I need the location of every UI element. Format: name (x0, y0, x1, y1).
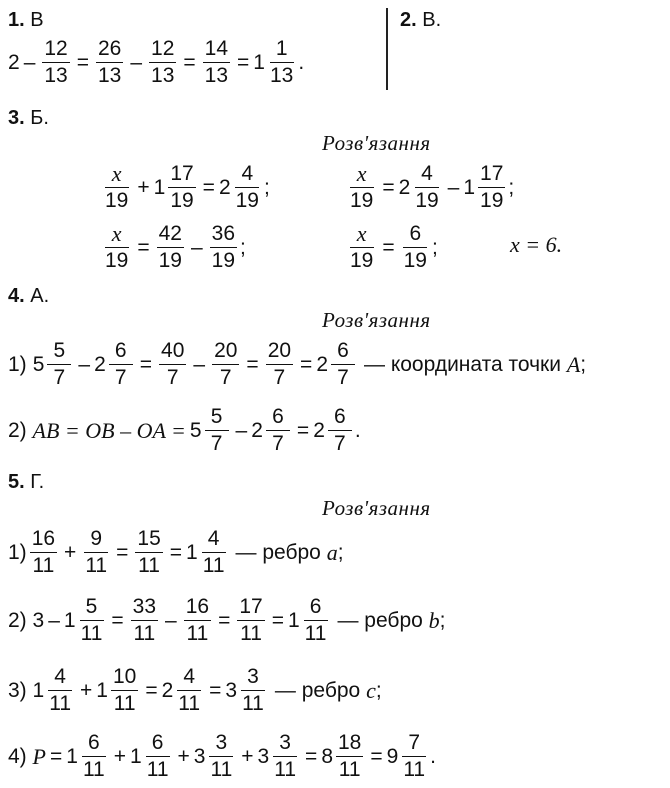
fraction: $\frac{6}{11}$ (146, 731, 169, 782)
problem-4-heading: 4. А. (8, 285, 50, 307)
problem-5-heading: 5. Г. (8, 471, 45, 493)
problem-3-line-2b: $\frac{x}{19}$ = $\frac{6}{19}$ ; (350, 221, 438, 273)
solution-heading: Розв'язання (322, 496, 431, 520)
fraction: $\frac{17}{19}$ (170, 161, 194, 212)
fraction: $\frac{42}{19}$ (158, 221, 182, 272)
fraction: $\frac{6}{7}$ (266, 406, 290, 455)
problem-4-line-1: 1) 5 $\frac{5}{7}$ – 2 $\frac{6}{7}$ = $\frac{40}{7}$ – $\frac{20}{7}$ = $\frac{20}{7}$ = 2 $\frac{6}{7}$ — координата точки A ; (8, 339, 587, 390)
fraction: $\frac{5}{7}$ (205, 406, 229, 455)
fraction: $\frac{12}{13}$ (44, 37, 68, 88)
fraction: $\frac{36}{19}$ (211, 221, 236, 272)
fraction: $\frac{x}{19}$ (350, 161, 374, 213)
fraction: $\frac{3}{11}$ (242, 665, 264, 716)
problem-3-heading: 3. Б. (8, 107, 49, 129)
fraction: $\frac{17}{11}$ (239, 595, 263, 646)
problem-5-line-4: 4) P = 1 $\frac{6}{11}$ + 1 $\frac{6}{11}$ + 3 $\frac{3}{11}$ + 3 $\frac{3}{11}$ = 8 $\frac{18}{11}$ = 9 $\frac{7}{11}$ . (8, 731, 436, 782)
fraction: $\frac{6}{7}$ (328, 406, 352, 455)
fraction: $\frac{6}{7}$ (331, 340, 355, 389)
fraction: $\frac{16}{11}$ (185, 595, 210, 646)
problem-1-heading: 1. В (8, 9, 44, 31)
column-divider (386, 8, 388, 90)
problem-4-line-2: 2) AB = OB – OA = 5 $\frac{5}{7}$ – 2 $\frac{6}{7}$ = 2 $\frac{6}{7}$ . (8, 405, 361, 456)
fraction: $\frac{1}{13}$ (269, 37, 294, 88)
fraction: $\frac{9}{11}$ (85, 527, 108, 578)
fraction: $\frac{6}{7}$ (109, 340, 133, 389)
fraction: $\frac{14}{13}$ (204, 37, 229, 88)
fraction: $\frac{7}{11}$ (403, 731, 426, 782)
fraction: $\frac{6}{19}$ (403, 221, 427, 272)
fraction: $\frac{20}{7}$ (267, 339, 292, 390)
fraction: $\frac{4}{19}$ (415, 161, 439, 212)
fraction: $\frac{16}{11}$ (31, 527, 56, 578)
fraction: $\frac{17}{19}$ (480, 161, 504, 212)
fraction: $\frac{3}{11}$ (210, 731, 233, 782)
fraction: $\frac{12}{13}$ (151, 37, 175, 88)
fraction: $\frac{4}{11}$ (178, 665, 201, 716)
fraction: $\frac{40}{7}$ (161, 339, 185, 390)
fraction: $\frac{5}{11}$ (80, 595, 103, 646)
fraction: $\frac{x}{19}$ (350, 221, 374, 273)
problem-3-line-1b: $\frac{x}{19}$ = 2 $\frac{4}{19}$ – 1 $\frac{17}{19}$ ; (350, 161, 515, 213)
fraction: $\frac{6}{11}$ (82, 731, 105, 782)
problem-2-heading: 2. В. (400, 9, 442, 31)
problem-1-equation: 2 – $\frac{12}{13}$ = $\frac{26}{13}$ – $\frac{12}{13}$ = $\frac{14}{13}$ = 1 $\frac{1}{13}$ . (8, 37, 305, 88)
problem-5-line-3: 3) 1 $\frac{4}{11}$ + 1 $\frac{10}{11}$ = 2 $\frac{4}{11}$ = 3 $\frac{3}{11}$ — ребро c ; (8, 665, 382, 716)
problem-5-line-1: 1) $\frac{16}{11}$ + $\frac{9}{11}$ = $\frac{15}{11}$ = 1 $\frac{4}{11}$ — ребро a ; (8, 527, 344, 578)
fraction: $\frac{x}{19}$ (105, 221, 129, 273)
solution-heading: Розв'язання (322, 308, 431, 332)
fraction: $\frac{4}{11}$ (202, 527, 225, 578)
fraction: $\frac{x}{19}$ (105, 161, 129, 213)
fraction: $\frac{26}{13}$ (98, 37, 122, 88)
fraction: $\frac{5}{7}$ (47, 340, 71, 389)
problem-3-line-2: $\frac{x}{19}$ = $\frac{42}{19}$ – $\frac{36}{19}$ ; (105, 221, 246, 273)
fraction: $\frac{33}{11}$ (132, 595, 157, 646)
fraction: $\frac{3}{11}$ (274, 731, 297, 782)
fraction: $\frac{6}{11}$ (304, 595, 327, 646)
problem-3-line-1: $\frac{x}{19}$ + 1 $\frac{17}{19}$ = 2 $\frac{4}{19}$ ; (105, 161, 270, 213)
fraction: $\frac{4}{11}$ (49, 665, 72, 716)
solution-heading: Розв'язання (322, 131, 431, 155)
fraction: $\frac{20}{7}$ (214, 339, 238, 390)
fraction: $\frac{4}{19}$ (235, 161, 259, 212)
problem-3-answer: x = 6. (510, 232, 563, 257)
problem-5-line-2: 2) 3 – 1 $\frac{5}{11}$ = $\frac{33}{11}$ – $\frac{16}{11}$ = $\frac{17}{11}$ = 1 $\frac{6}{11}$ — ребро b ; (8, 595, 446, 646)
fraction: $\frac{18}{11}$ (338, 731, 362, 782)
fraction: $\frac{10}{11}$ (112, 665, 137, 716)
fraction: $\frac{15}{11}$ (137, 527, 161, 578)
